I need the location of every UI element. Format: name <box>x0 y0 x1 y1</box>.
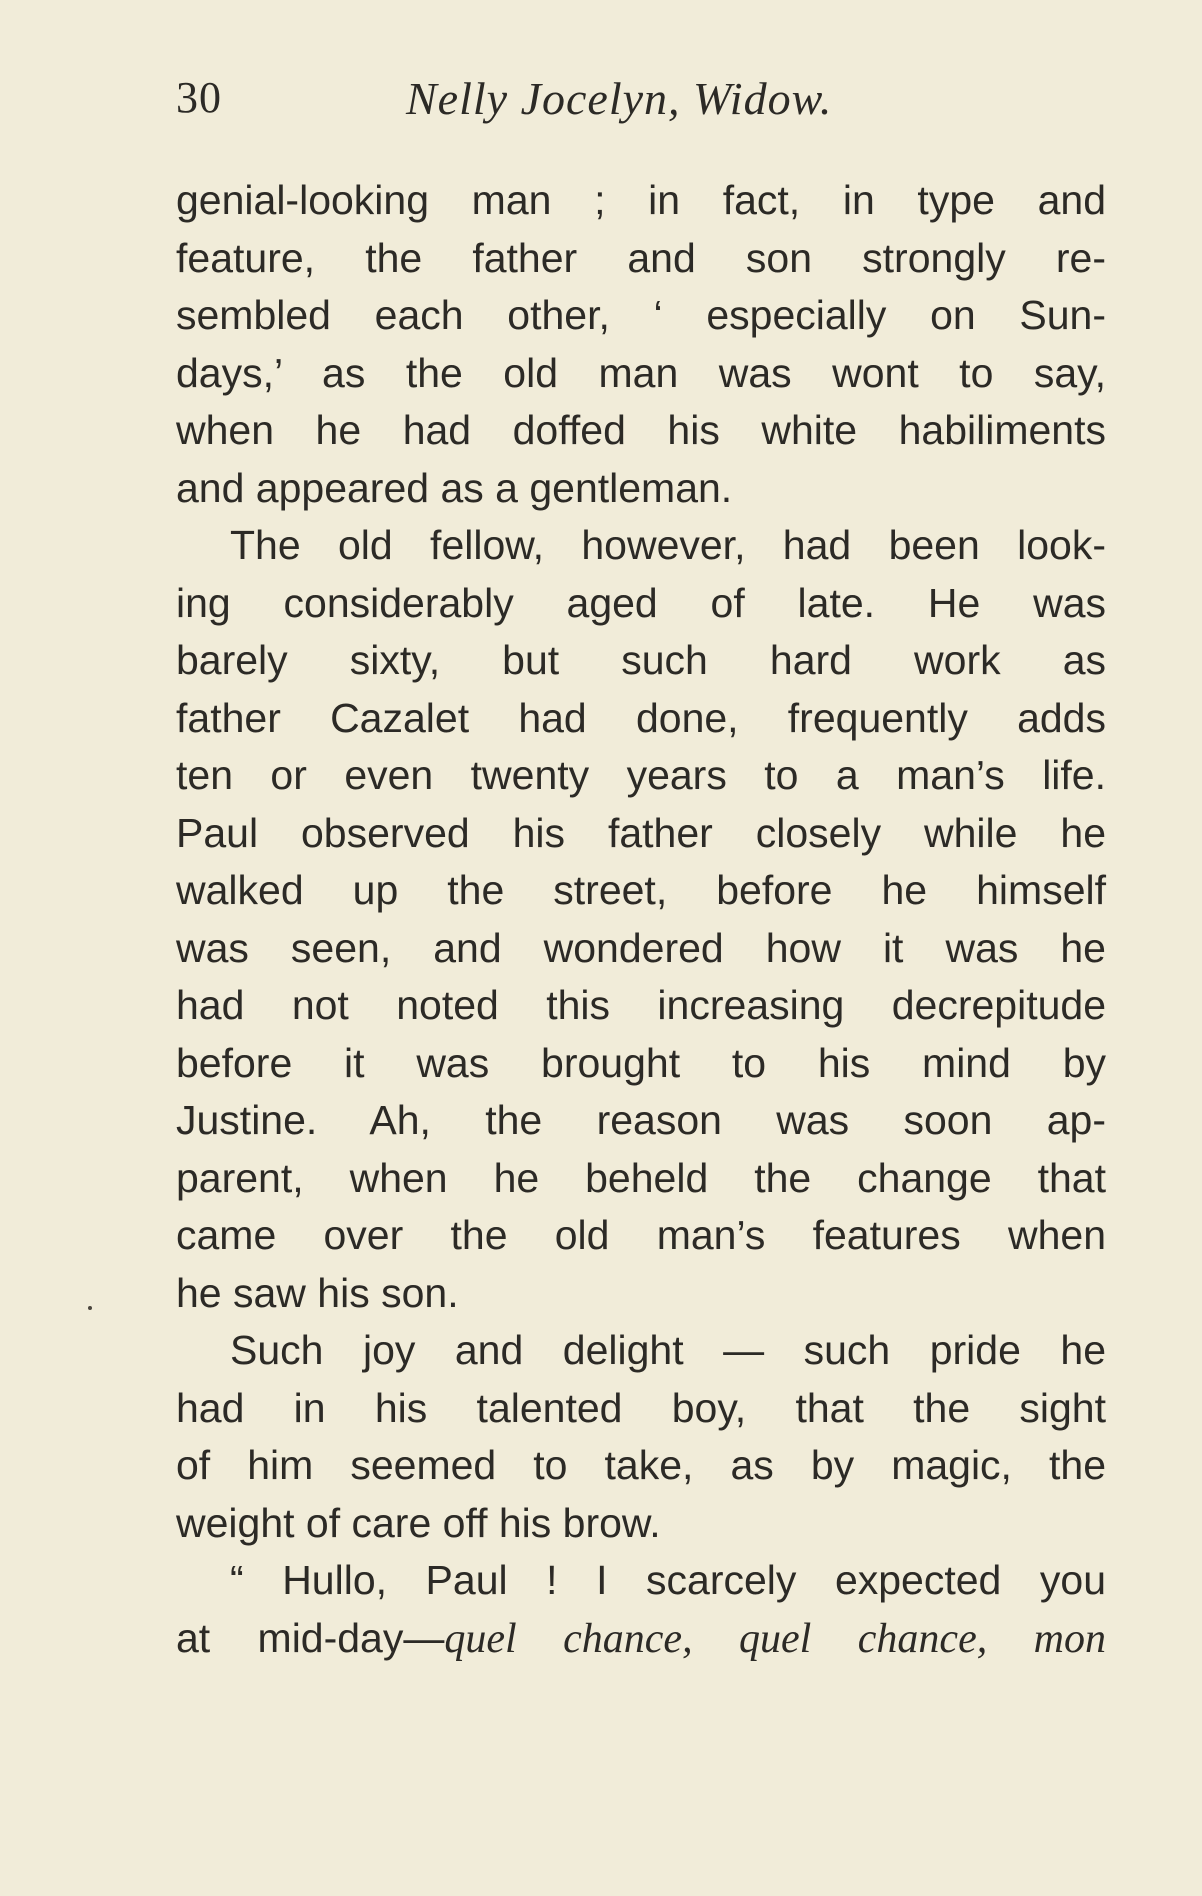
text-line: parent, when he beheld the change that <box>176 1154 1106 1201</box>
text-line: and appeared as a gentleman. <box>176 464 733 511</box>
body-text <box>176 172 1106 1667</box>
text-line: father Cazalet had done, frequently adds <box>176 694 1106 741</box>
text-line: “ Hullo, Paul ! I scarcely expected you <box>230 1557 1106 1603</box>
text-line: The old fellow, however, had been look- <box>230 522 1106 568</box>
text-line: had in his talented boy, that the sight <box>176 1384 1106 1431</box>
text-line: had not noted this increasing decrepitude <box>176 982 1106 1028</box>
text-line: barely sixty, but such hard work as <box>176 637 1106 683</box>
final-line-roman: at mid-day— <box>176 1614 445 1661</box>
text-line: before it was brought to his mind by <box>176 1039 1106 1086</box>
text-line: ten or even twenty years to a man’s life. <box>176 752 1106 798</box>
text-line: sembled each other, ‘ especially on Sun- <box>176 292 1106 338</box>
running-head <box>176 72 1106 132</box>
text-line: Paul observed his father closely while he <box>176 809 1106 856</box>
text-line: came over the old man’s features when <box>176 1212 1106 1258</box>
text-line: when he had doffed his white habiliments <box>176 407 1106 453</box>
text-line: days,’ as the old man was wont to say, <box>176 349 1106 396</box>
text-line: walked up the street, before he himself <box>176 867 1106 913</box>
text-line: of him seemed to take, as by magic, the <box>176 1442 1106 1488</box>
text-line: ing considerably aged of late. He was <box>176 579 1106 626</box>
text-line: he saw his son. <box>176 1269 459 1316</box>
text-line: was seen, and wondered how it was he <box>176 924 1106 971</box>
running-title: Nelly Jocelyn, Widow. <box>406 73 833 124</box>
print-speck <box>88 1306 92 1310</box>
text-line: genial-looking man ; in fact, in type and <box>176 177 1106 223</box>
text-line-final <box>176 1610 1106 1668</box>
text-line: feature, the father and son strongly re- <box>176 234 1106 281</box>
text-line: Justine. Ah, the reason was soon ap- <box>176 1097 1106 1143</box>
text-line: Such joy and delight — such pride he <box>230 1327 1106 1373</box>
final-line-italic: quel chance, quel chance, mon <box>444 1615 1106 1662</box>
page-number: 30 <box>176 73 222 122</box>
text-line: weight of care off his brow. <box>176 1499 661 1546</box>
